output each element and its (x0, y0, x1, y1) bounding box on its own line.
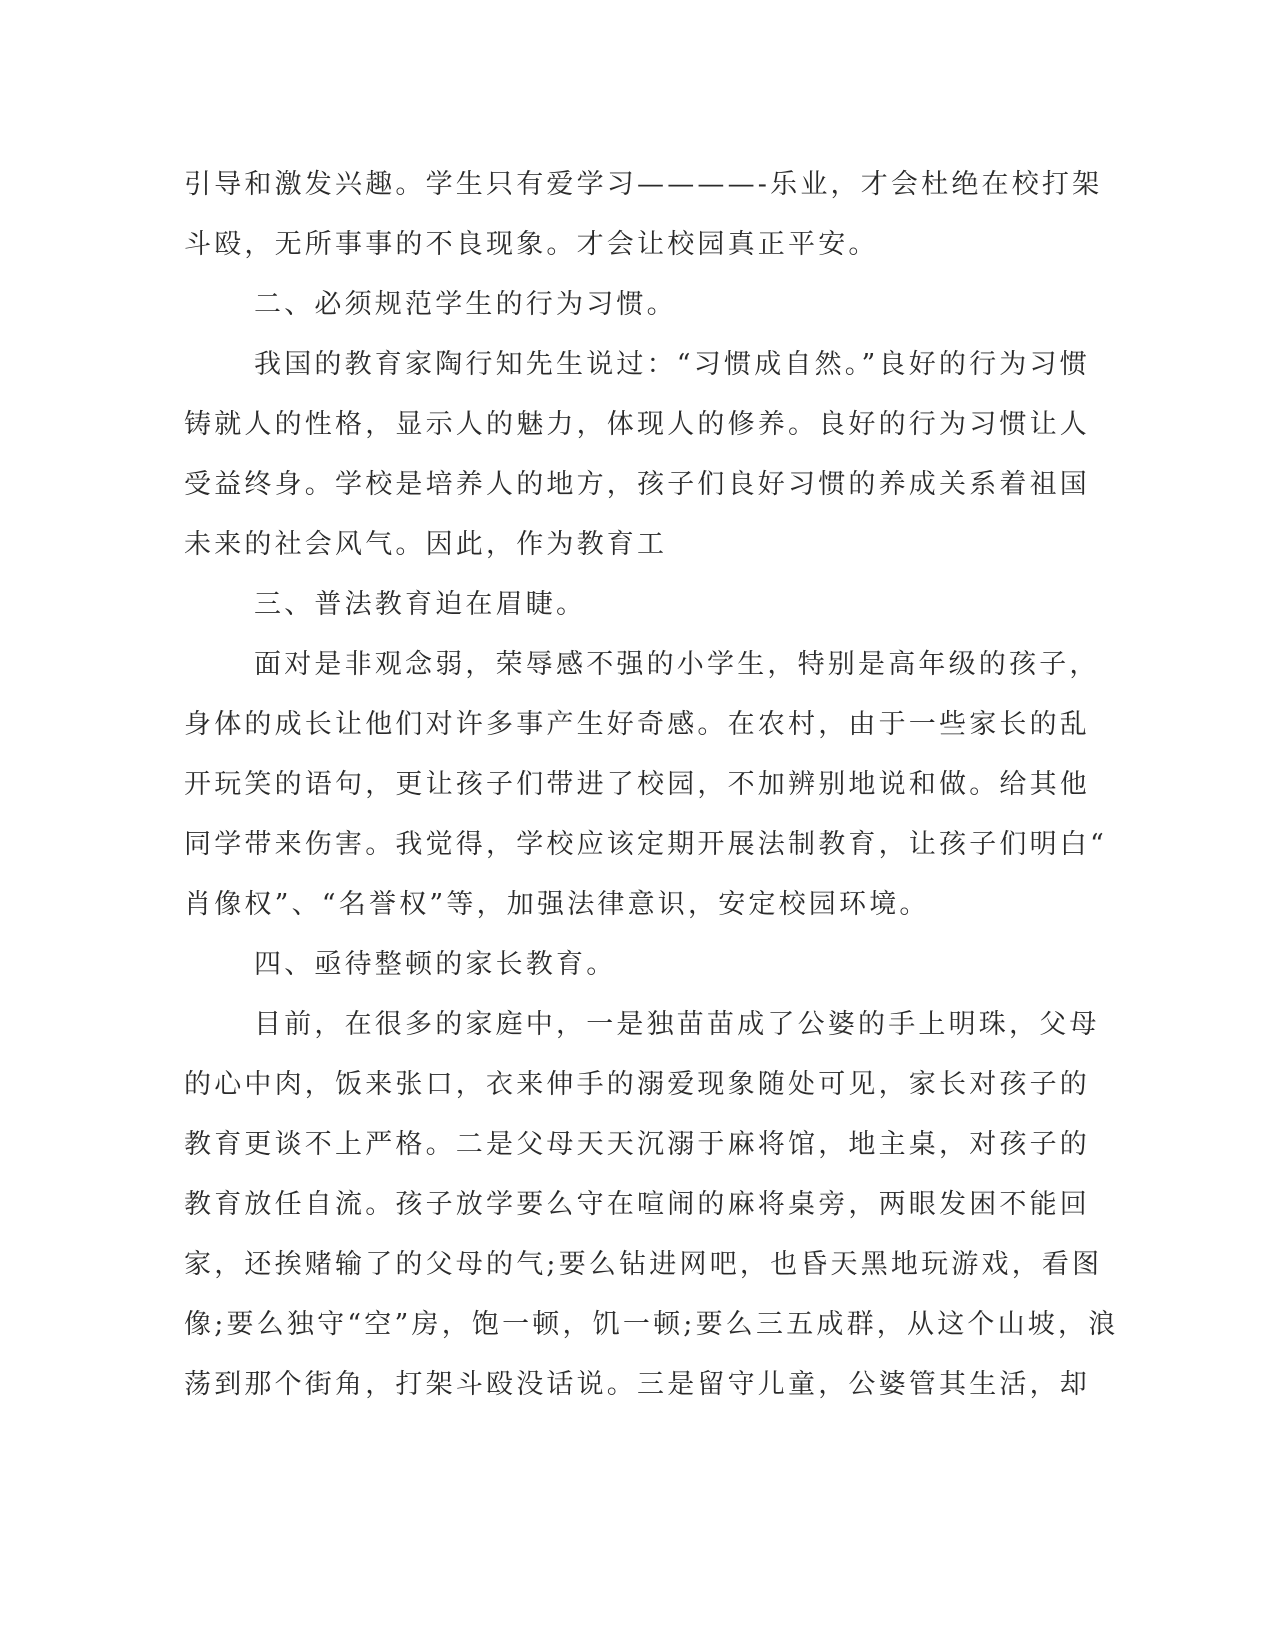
text-line: 未来的社会风气。因此，作为教育工 (184, 529, 668, 560)
text-line: 肖像权”、“名誉权”等，加强法律意识，安定校园环境。 (184, 889, 930, 920)
text-line: 教育更谈不上严格。二是父母天天沉溺于麻将馆，地主桌，对孩子的 (184, 1129, 1090, 1160)
document-body (184, 155, 1119, 1415)
text-line: 引导和激发兴趣。学生只有爱学习————-乐业，才会杜绝在校打架 (184, 169, 1103, 200)
text-line: 像;要么独守“空”房，饱一顿，饥一顿;要么三五成群，从这个山坡，浪 (184, 1309, 1119, 1340)
text-line: 同学带来伤害。我觉得，学校应该定期开展法制教育，让孩子们明白“ (184, 829, 1108, 860)
text-line: 教育放任自流。孩子放学要么守在喧闹的麻将桌旁，两眼发困不能回 (184, 1189, 1090, 1220)
section-heading-4: 四、亟待整顿的家长教育。 (254, 949, 617, 980)
section-heading-3: 三、普法教育迫在眉睫。 (254, 589, 587, 620)
text-line: 家，还挨赌输了的父母的气;要么钻进网吧，也昏天黑地玩游戏，看图 (184, 1249, 1103, 1280)
text-line: 荡到那个街角，打架斗殴没话说。三是留守儿童，公婆管其生活，却 (184, 1369, 1090, 1400)
text-line: 受益终身。学校是培养人的地方，孩子们良好习惯的养成关系着祖国 (184, 469, 1090, 500)
paragraph-start: 目前，在很多的家庭中，一是独苗苗成了公婆的手上明珠，父母 (254, 1009, 1100, 1040)
section-heading-2: 二、必须规范学生的行为习惯。 (254, 289, 677, 320)
text-line: 的心中肉，饭来张口，衣来伸手的溺爱现象随处可见，家长对孩子的 (184, 1069, 1090, 1100)
text-line: 开玩笑的语句，更让孩子们带进了校园，不加辨别地说和做。给其他 (184, 769, 1090, 800)
paragraph-start: 我国的教育家陶行知先生说过：“习惯成自然。”良好的行为习惯 (254, 349, 1090, 380)
text-line: 身体的成长让他们对许多事产生好奇感。在农村，由于一些家长的乱 (184, 709, 1090, 740)
paragraph-start: 面对是非观念弱，荣辱感不强的小学生，特别是高年级的孩子， (254, 649, 1100, 680)
text-line: 铸就人的性格，显示人的魅力，体现人的修养。良好的行为习惯让人 (184, 409, 1090, 440)
text-line: 斗殴，无所事事的不良现象。才会让校园真正平安。 (184, 229, 879, 260)
